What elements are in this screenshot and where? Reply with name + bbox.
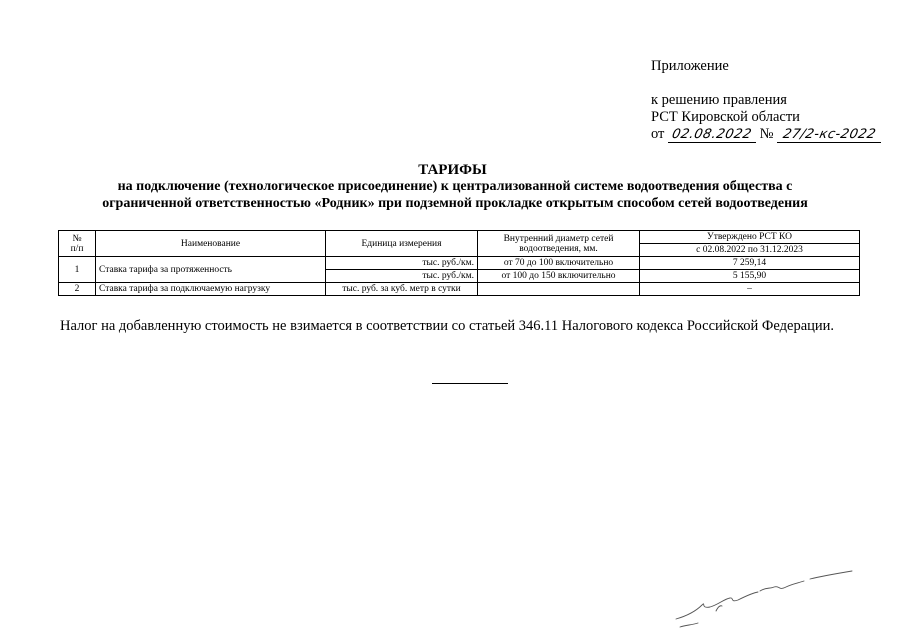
tariff-table <box>58 230 860 296</box>
subtitle-line-2: ограниченной ответственностью «Родник» при подземной прокладке открытым способом сетей водоотведения <box>102 196 808 211</box>
appendix-authority-line: РСТ Кировской области <box>651 109 800 125</box>
row-diameter: от 100 до 150 включительно <box>478 270 640 283</box>
header-diameter: Внутренний диаметр сетей водоотведения, мм. <box>478 231 640 257</box>
row-number: 2 <box>59 283 96 296</box>
header-approved: Утверждено РСТ КО <box>640 231 860 244</box>
end-separator-line <box>432 383 508 384</box>
appendix-label: Приложение <box>651 58 729 74</box>
row-diameter <box>478 283 640 296</box>
signature-mark <box>672 565 862 633</box>
number-sign: № <box>759 126 774 142</box>
header-unit: Единица измерения <box>326 231 478 257</box>
appendix-block <box>651 58 881 143</box>
decision-date: 02.08.2022 <box>668 127 756 143</box>
subtitle-line-1: на подключение (технологическое присоединение) к централизованной системе водоотведения общества с <box>117 179 793 194</box>
row-unit: тыс. руб./км. <box>326 270 478 283</box>
appendix-date-line <box>651 126 881 143</box>
table-row <box>59 283 860 296</box>
row-value: 5 155,90 <box>640 270 860 283</box>
row-number: 1 <box>59 257 96 283</box>
row-unit: тыс. руб./км. <box>326 257 478 270</box>
from-prefix: от <box>651 126 665 142</box>
decision-number: 27/2-кс-2022 <box>777 127 881 143</box>
row-unit: тыс. руб. за куб. метр в сутки <box>326 283 478 296</box>
row-value: 7 259,14 <box>640 257 860 270</box>
row-diameter: от 70 до 100 включительно <box>478 257 640 270</box>
row-name: Ставка тарифа за подключаемую нагрузку <box>96 283 326 296</box>
appendix-decision-line: к решению правления <box>651 92 787 108</box>
table-header-row <box>59 231 860 244</box>
header-name: Наименование <box>96 231 326 257</box>
header-number: № п/п <box>59 231 96 257</box>
header-period: с 02.08.2022 по 31.12.2023 <box>640 244 860 257</box>
document-subtitle <box>40 178 870 212</box>
document-title: ТАРИФЫ <box>418 162 487 178</box>
row-value: – <box>640 283 860 296</box>
vat-note: Налог на добавленную стоимость не взимается в соответствии со статьей 346.11 Налогового кодекса Российской Федерации. <box>60 318 835 334</box>
table-row <box>59 257 860 270</box>
row-name: Ставка тарифа за протяженность <box>96 257 326 283</box>
